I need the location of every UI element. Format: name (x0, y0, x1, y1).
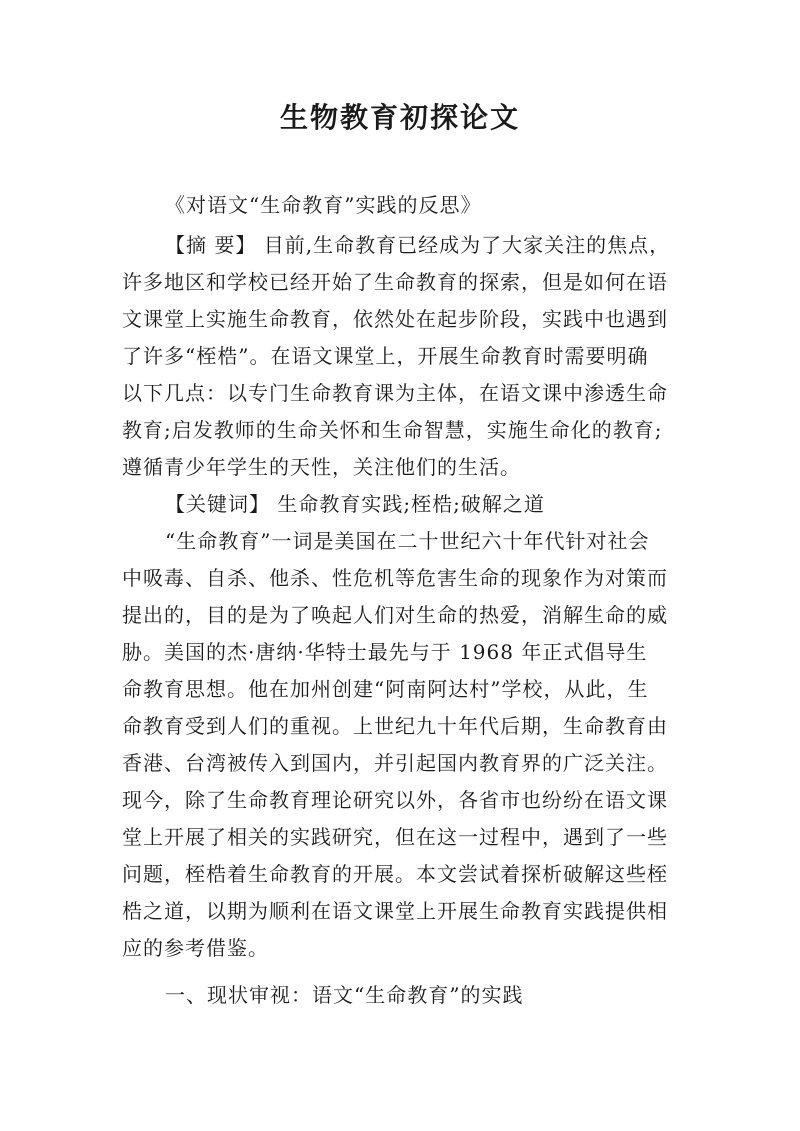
article-subtitle: 《对语文“生命教育”实践的反思》 (165, 193, 482, 217)
abstract-line: 了许多“桎梏”。在语文课堂上，开展生命教育时需要明确 (122, 344, 649, 368)
body-line: 堂上开展了相关的实践研究，但在这一过程中，遇到了一些 (122, 825, 668, 849)
abstract-line: 以下几点：以专门生命教育课为主体，在语文课中渗透生命 (122, 381, 668, 405)
abstract-line: 许多地区和学校已经开始了生命教育的探索，但是如何在语 (122, 270, 668, 294)
body-line: 胁。美国的杰·唐纳·华特士最先与于 1968 年正式倡导生 (122, 640, 648, 664)
body-line: 香港、台湾被传入到国内，并引起国内教育界的广泛关注。 (122, 751, 668, 775)
body-line: 命教育思想。他在加州创建“阿南阿达村”学校，从此，生 (122, 677, 649, 701)
section-heading: 一、现状审视：语文“生命教育”的实践 (165, 983, 524, 1007)
body-line: 提出的，目的是为了唤起人们对生命的热爱，消解生命的威 (122, 603, 668, 627)
keywords-line: 【关键词】 生命教育实践;桎梏;破解之道 (165, 492, 545, 516)
abstract-line: 【摘 要】 目前,生命教育已经成为了大家关注的焦点， (165, 233, 671, 257)
body-line: 梏之道，以期为顺利在语文课堂上开展生命教育实践提供相 (122, 899, 668, 923)
abstract-line: 教育;启发教师的生命关怀和生命智慧，实施生命化的教育; (122, 418, 663, 442)
body-line: 命教育受到人们的重视。上世纪九十年代后期，生命教育由 (122, 714, 668, 738)
abstract-line: 遵循青少年学生的天性，关注他们的生活。 (122, 455, 521, 479)
body-line: “生命教育”一词是美国在二十世纪六十年代针对社会 (165, 529, 650, 553)
body-line: 现今，除了生命教育理论研究以外，各省市也纷纷在语文课 (122, 788, 668, 812)
body-line: 中吸毒、自杀、他杀、性危机等危害生命的现象作为对策而 (122, 566, 668, 590)
document-title: 生物教育初探论文 (279, 101, 520, 134)
abstract-line: 文课堂上实施生命教育，依然处在起步阶段，实践中也遇到 (122, 307, 668, 331)
body-line: 问题，桎梏着生命教育的开展。本文尝试着探析破解这些桎 (122, 862, 668, 886)
body-line: 应的参考借鉴。 (122, 936, 269, 960)
